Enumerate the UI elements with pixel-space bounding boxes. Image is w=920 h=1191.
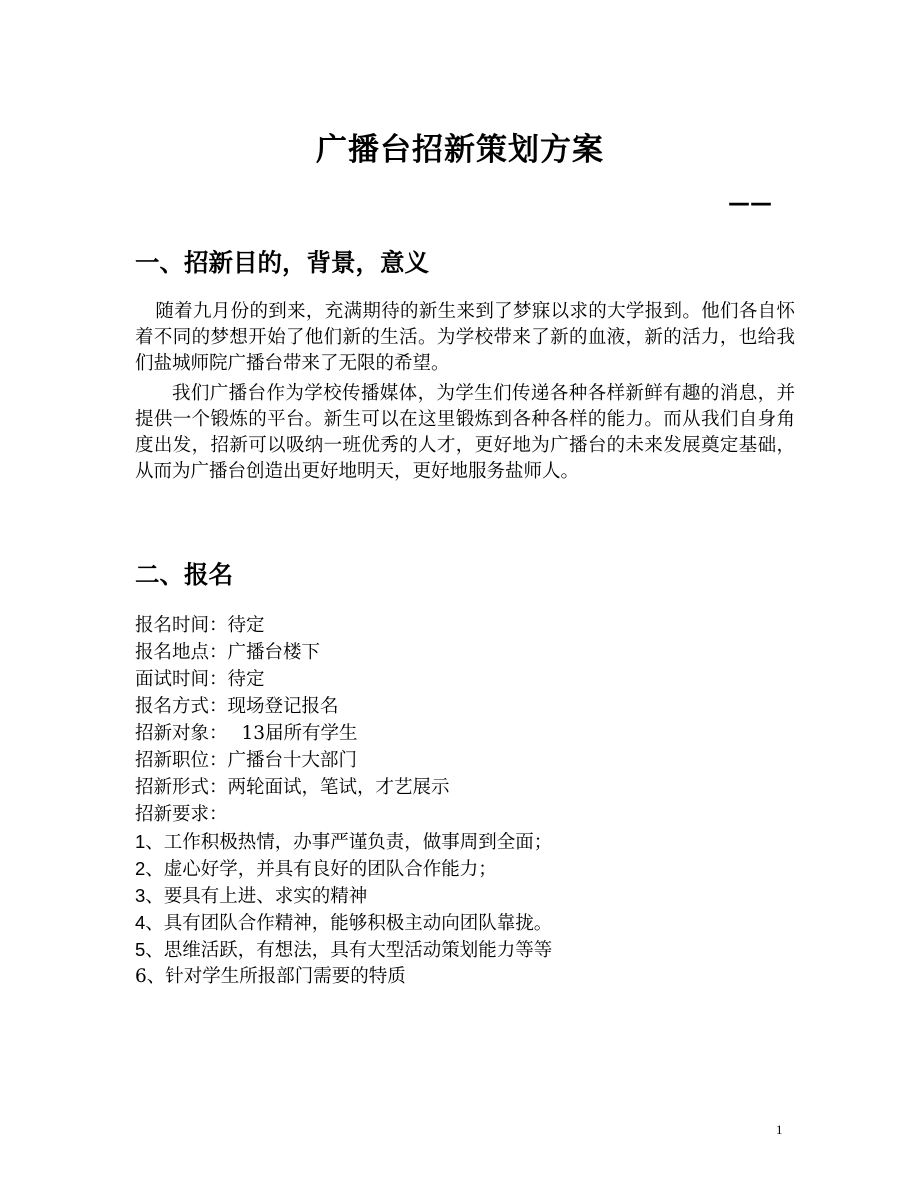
info-label: 招新职位：	[135, 750, 228, 771]
paragraph-significance: 我们广播台作为学校传播媒体，为学生们传递各种各样新鲜有趣的消息，并提供一个锻炼的平台。新生可以在这里锻炼到各种各样的能力。而从我们自身角度出发，招新可以吸纳一班优秀的人才，更好地为广播台的未来发展奠定基础，从而为广播台创造出更好地明天，更好地服务盐师人。	[135, 383, 795, 482]
info-line-interview-time	[135, 667, 815, 693]
info-label: 报名地点：	[135, 642, 228, 663]
info-line-registration-place	[135, 640, 815, 666]
info-value: 待定	[227, 615, 265, 636]
info-line-registration-method	[135, 694, 815, 720]
info-label: 招新对象：	[135, 723, 228, 744]
requirement-text: 、要具有上进、求实的精神	[145, 886, 368, 907]
info-value: 13届所有学生	[241, 723, 358, 744]
info-label: 报名方式：	[135, 696, 228, 717]
requirement-number: 5	[135, 939, 146, 960]
info-line-recruit-format	[135, 775, 815, 801]
info-value: 现场登记报名	[227, 696, 339, 717]
requirements-label: 招新要求：	[135, 804, 228, 825]
section-heading-registration: 二、报名	[135, 560, 233, 589]
info-line-registration-time	[135, 613, 815, 639]
info-label: 报名时间：	[135, 615, 228, 636]
requirement-item	[135, 856, 815, 883]
requirement-number: 6	[135, 966, 147, 987]
requirement-item	[135, 937, 815, 964]
requirement-number: 1	[135, 831, 146, 852]
page-number: 1	[776, 1122, 783, 1137]
requirement-number: 4	[135, 912, 146, 933]
info-value: 待定	[227, 669, 265, 690]
requirement-text: 、针对学生所报部门需要的特质	[146, 966, 406, 987]
requirement-item	[135, 883, 815, 910]
info-value: 广播台楼下	[227, 642, 321, 663]
requirement-text: 、虚心好学，并具有良好的团队合作能力；	[145, 859, 497, 880]
requirement-item	[135, 964, 815, 990]
requirement-text: 、工作积极热情，办事严谨负责，做事周到全面；	[145, 832, 553, 853]
info-value: 两轮面试，笔试，才艺展示	[227, 777, 450, 798]
document-title: 广播台招新策划方案	[316, 132, 604, 168]
paragraph-background: 随着九月份的到来，充满期待的新生来到了梦寐以求的大学报到。他们各自怀着不同的梦想开始了他们新的生活。为学校带来了新的血液，新的活力，也给我们盐城师院广播台带来了无限的希望。	[135, 301, 795, 374]
requirement-text: 、具有团队合作精神，能够积极主动向团队靠拢。	[145, 913, 553, 934]
requirement-number: 3	[135, 885, 146, 906]
info-label: 面试时间：	[135, 669, 228, 690]
info-label: 招新形式：	[135, 777, 228, 798]
info-line-recruit-positions	[135, 748, 815, 774]
section-heading-purpose: 一、招新目的，背景，意义	[135, 248, 429, 277]
info-line-recruit-target	[135, 721, 815, 747]
requirement-item	[135, 829, 815, 856]
requirement-text: 、思维活跃，有想法，具有大型活动策划能力等等	[145, 940, 553, 961]
title-dash: ——	[728, 191, 772, 216]
requirement-item	[135, 910, 815, 937]
requirement-number: 2	[135, 858, 146, 879]
info-value: 广播台十大部门	[227, 750, 358, 771]
